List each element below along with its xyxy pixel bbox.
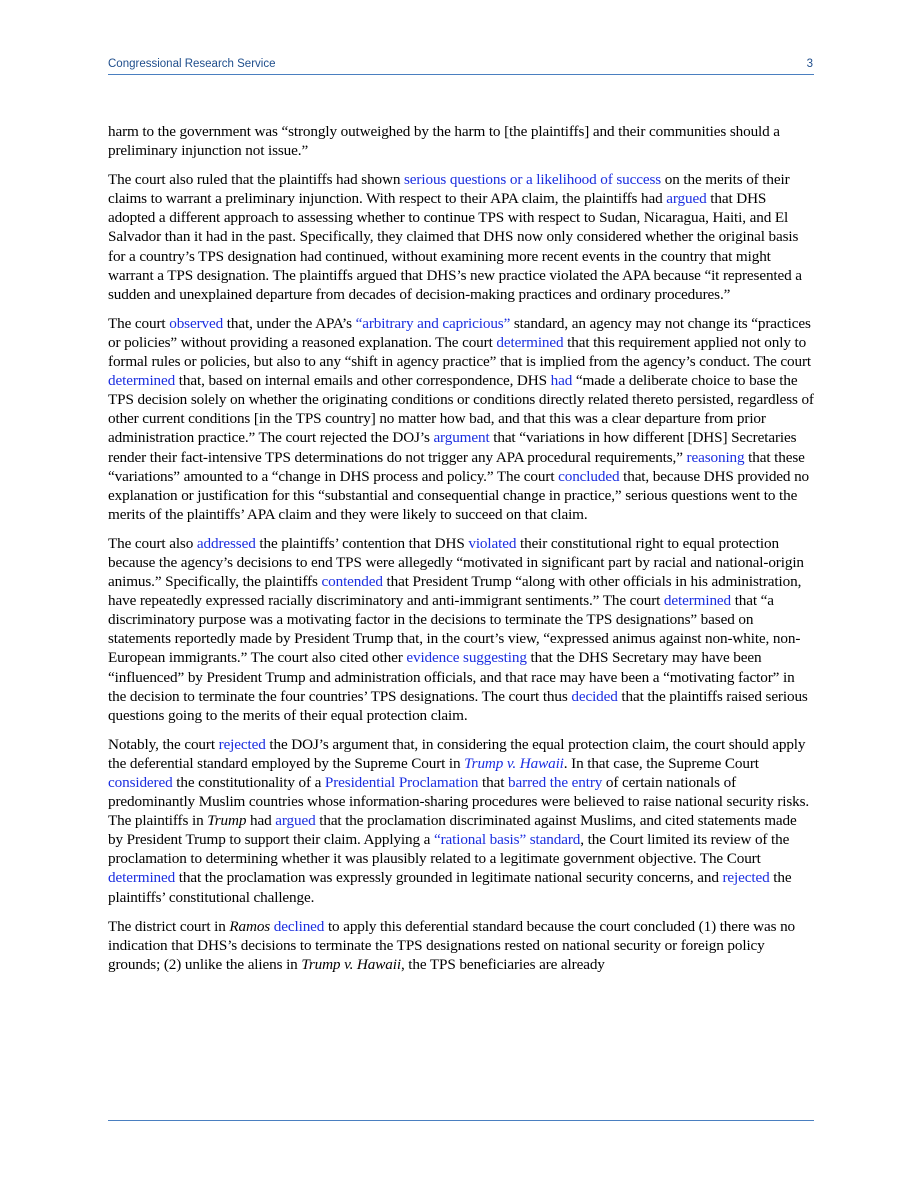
hyperlink[interactable]: had [550,372,573,390]
hyperlink[interactable]: concluded [558,467,620,485]
paragraph-6: The district court in Ramos declined to apply this deferential standard because the court concluded (1) there was no indication that DHS’s decisions to terminate the TPS designations rested on national security or foreign policy grounds; (2) unlike the aliens in Trump v. Hawaii, the TPS beneficiaries are already [108,917,796,973]
hyperlink[interactable]: decided [571,687,618,705]
hyperlink[interactable]: rejected [218,735,266,753]
hyperlink[interactable]: Presidential Proclamation [324,774,479,791]
paragraph-1: harm to the government was “strongly outweighed by the harm to [the plaintiffs] and their communities should a preliminary injunction not issue.” [108,123,780,160]
hyperlink[interactable]: “arbitrary and capricious” [355,314,511,332]
hyperlink[interactable]: argued [275,812,316,830]
hyperlink[interactable]: observed [169,314,224,332]
hyperlink[interactable]: determined [108,869,176,887]
hyperlink[interactable]: “rational basis” standard [433,831,581,849]
page-header [108,58,813,74]
hyperlink[interactable]: Trump v. Hawaii [464,754,564,772]
header-source: Congressional Research Service [108,58,276,70]
paragraph-3: The court observed that, under the APA’s “arbitrary and capricious” standard, an agency may not change its “practices or policies” without providing a reasoned explanation. The court determined that this requirement applied not only to formal rules or policies, but also to any “shift in agency practice” that is implied from the agency’s conduct. The court determined that, based on internal emails and other correspondence, DHS had “made a deliberate choice to base the TPS decision solely on whether the originating conditions or conditions directly related thereto persisted, regardless of other current conditions [in the TPS country] no matter how bad, and that this was a clear departure from prior administration practice.” The court rejected the DOJ’s argument that “variations in how different [DHS] Secretaries render their fact-intensive TPS determinations do not trigger any APA procedural requirements,” reasoning that these “variations” amounted to a “change in DHS process and policy.” The court concluded that, because DHS provided no explanation or justification for this “substantial and consequential change in practice,” serious questions went to the merits of the plaintiffs’ APA claim and they were likely to succeed on that claim. [108,314,814,523]
paragraph-4: The court also addressed the plaintiffs’ contention that DHS violated their constitutional right to equal protection because the agency’s decisions to end TPS were allegedly “motivated in significant part by racial and national-origin animus.” Specifically, the plaintiffs contended that President Trump “along with other officials in his administration, have repeatedly expressed racially discriminatory and anti-immigrant sentiments.” The court determined that “a discriminatory purpose was a motivating factor in the decisions to terminate the TPS designations” based on statements reportedly made by President Trump that, in the court’s view, “expressed animus against non-white, non-European immigrants.” The court also cited other evidence suggesting that the DHS Secretary may have been “influenced” by President Trump and administration officials, and that race may have been a “motivating factor” in the decision to terminate the four countries’ TPS designations. The court thus decided that the plaintiffs raised serious questions going to the merits of their equal protection claim. [108,534,808,724]
hyperlink[interactable]: violated [468,534,517,552]
footer-rule [108,1120,814,1121]
hyperlink[interactable]: serious questions or a likelihood of success [404,171,662,189]
document-body [108,122,814,984]
hyperlink[interactable]: reasoning [686,448,745,466]
hyperlink[interactable]: determined [663,592,732,610]
hyperlink[interactable]: argued [666,190,707,208]
paragraph-5: Notably, the court rejected the DOJ’s argument that, in considering the equal protection claim, the court should apply the deferential standard employed by the Supreme Court in Trump v. Hawaii. In that case, the Supreme Court considered the constitutionality of a Presidential Proclamation that barred the entry of certain nationals of predominantly Muslim countries whose information-sharing procedures were believed to raise national security risks. The plaintiffs in Trump had argued that the proclamation discriminated against Muslims, and cited statements made by President Trump to support their claim. Applying a “rational basis” standard, the Court limited its review of the proclamation to determining whether it was plausibly related to a legitimate government objective. The Court determined that the proclamation was expressly grounded in legitimate national security concerns, and rejected the plaintiffs’ constitutional challenge. [108,735,810,906]
italic-text: Ramos [229,917,271,935]
hyperlink[interactable]: determined [496,333,564,351]
hyperlink[interactable]: evidence suggesting [406,649,527,667]
hyperlink[interactable]: argument [433,429,490,447]
italic-text: Trump v. Hawaii [301,955,401,973]
hyperlink[interactable]: addressed [196,534,256,552]
header-page-number: 3 [806,58,813,70]
hyperlink[interactable]: contended [321,573,383,591]
hyperlink[interactable]: declined [273,917,325,935]
italic-text: Trump [207,812,247,830]
paragraph-2: The court also ruled that the plaintiffs had shown serious questions or a likelihood of success on the merits of their claims to warrant a preliminary injunction. With respect to their APA claim, the plaintiffs had argued that DHS adopted a different approach to assessing whether to continue TPS with respect to Sudan, Nicaragua, Haiti, and El Salvador than it had in the past. Specifically, they claimed that DHS now only considered whether the original basis for a country’s TPS designation had continued, without examining more recent events in the country that might warrant a TPS designation. The plaintiffs argued that DHS’s new practice violated the APA because “it represented a sudden and unexplained departure from decades of decision-making practices and ordinary procedures.” [108,171,802,303]
hyperlink[interactable]: barred the entry [508,774,603,791]
hyperlink[interactable]: considered [108,774,173,791]
header-rule [108,74,814,75]
hyperlink[interactable]: determined [108,372,176,390]
hyperlink[interactable]: rejected [722,869,770,887]
